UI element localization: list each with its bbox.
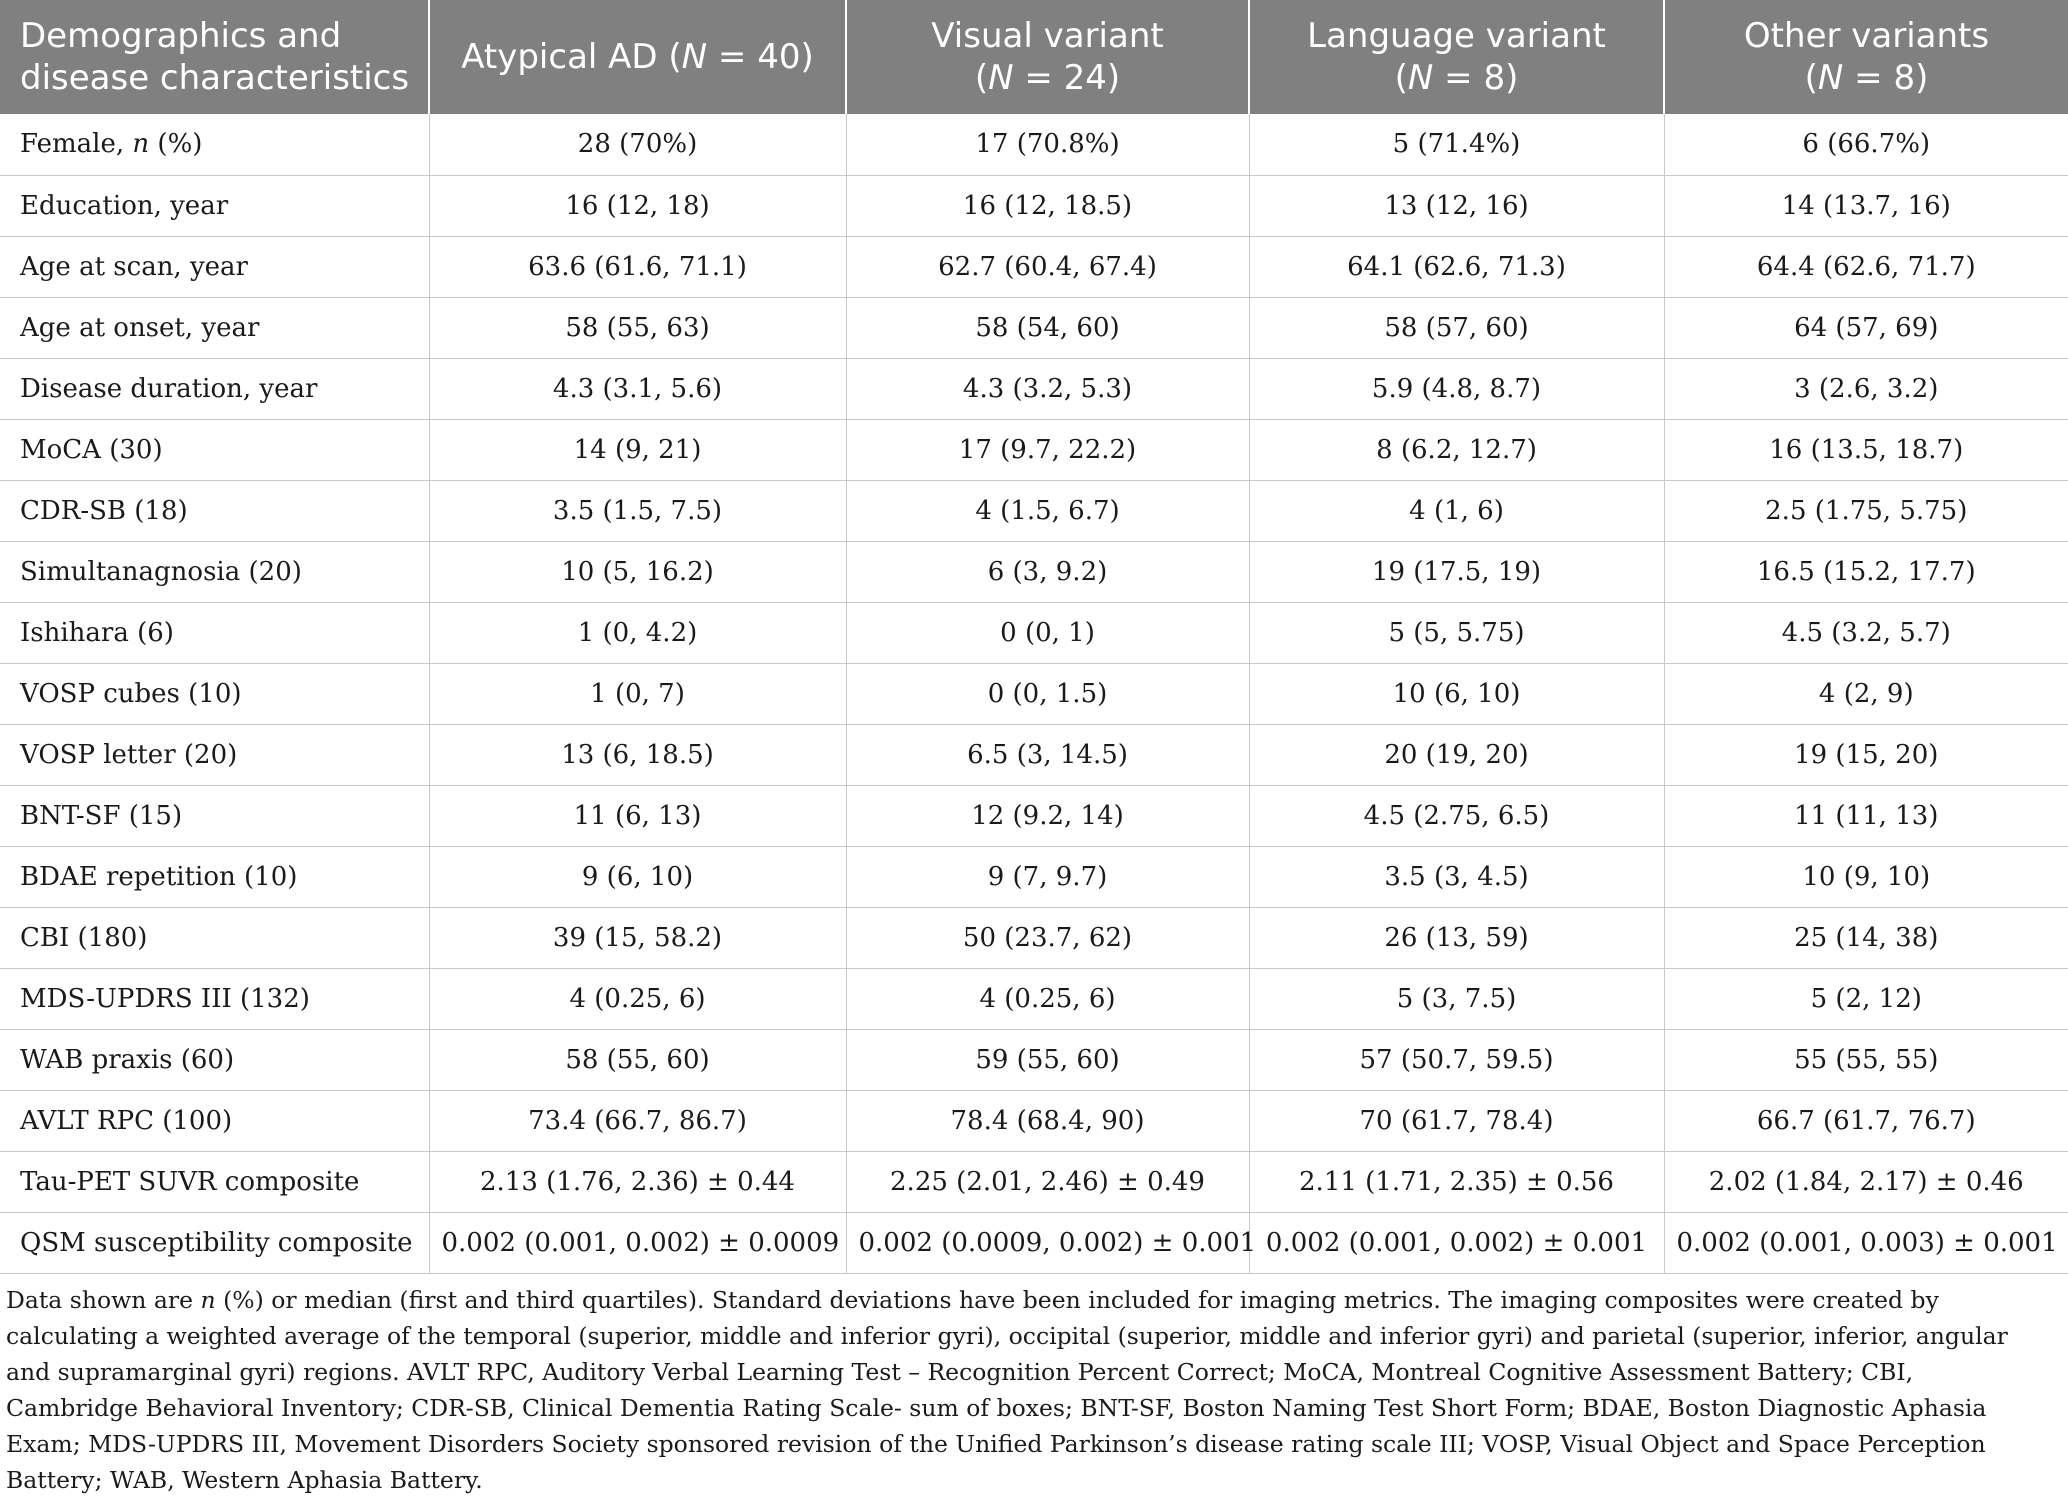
header-main: Visual variant bbox=[931, 16, 1164, 56]
table-row bbox=[0, 297, 2068, 358]
table-row bbox=[0, 541, 2068, 602]
table-cell: 3 (2.6, 3.2) bbox=[1664, 358, 2068, 419]
table-cell: 1 (0, 4.2) bbox=[429, 602, 846, 663]
header-n-prefix: ( bbox=[1804, 58, 1818, 98]
table-cell: 26 (13, 59) bbox=[1249, 907, 1664, 968]
table-cell: 9 (6, 10) bbox=[429, 846, 846, 907]
header-cell-1 bbox=[429, 0, 846, 114]
table-cell: 12 (9.2, 14) bbox=[846, 785, 1249, 846]
table-row bbox=[0, 358, 2068, 419]
table-cell: 3.5 (3, 4.5) bbox=[1249, 846, 1664, 907]
table-cell: 55 (55, 55) bbox=[1664, 1029, 2068, 1090]
table-cell: 63.6 (61.6, 71.1) bbox=[429, 236, 846, 297]
header-n-prefix: ( bbox=[1394, 58, 1408, 98]
table-cell: 0 (0, 1.5) bbox=[846, 663, 1249, 724]
table-cell: 25 (14, 38) bbox=[1664, 907, 2068, 968]
table-cell: 0 (0, 1) bbox=[846, 602, 1249, 663]
header-n-suffix: = 8) bbox=[1433, 58, 1519, 98]
table-cell: 0.002 (0.001, 0.002) ± 0.001 bbox=[1249, 1212, 1664, 1273]
row-label: Age at onset, year bbox=[0, 297, 429, 358]
table-cell: 2.11 (1.71, 2.35) ± 0.56 bbox=[1249, 1151, 1664, 1212]
table-cell: 6.5 (3, 14.5) bbox=[846, 724, 1249, 785]
table-cell: 4 (2, 9) bbox=[1664, 663, 2068, 724]
header-n-suffix: = 40) bbox=[707, 37, 814, 77]
table-cell: 4.5 (3.2, 5.7) bbox=[1664, 602, 2068, 663]
table-cell: 39 (15, 58.2) bbox=[429, 907, 846, 968]
table-footnote bbox=[0, 1274, 2056, 1498]
table-cell: 5 (5, 5.75) bbox=[1249, 602, 1664, 663]
row-label: VOSP cubes (10) bbox=[0, 663, 429, 724]
table-cell: 73.4 (66.7, 86.7) bbox=[429, 1090, 846, 1151]
table-row bbox=[0, 1090, 2068, 1151]
table-cell: 3.5 (1.5, 7.5) bbox=[429, 480, 846, 541]
table-row bbox=[0, 1212, 2068, 1273]
header-cell-3 bbox=[1249, 0, 1664, 114]
table-cell: 5 (2, 12) bbox=[1664, 968, 2068, 1029]
table-cell: 10 (9, 10) bbox=[1664, 846, 2068, 907]
header-row bbox=[0, 0, 2068, 114]
table-cell: 11 (11, 13) bbox=[1664, 785, 2068, 846]
header-n-suffix: = 24) bbox=[1013, 58, 1121, 98]
table-row bbox=[0, 236, 2068, 297]
table-row bbox=[0, 846, 2068, 907]
table-cell: 5.9 (4.8, 8.7) bbox=[1249, 358, 1664, 419]
table-cell: 11 (6, 13) bbox=[429, 785, 846, 846]
row-label: BDAE repetition (10) bbox=[0, 846, 429, 907]
footnote-pre: Data shown are bbox=[6, 1285, 201, 1314]
table-cell: 58 (54, 60) bbox=[846, 297, 1249, 358]
table-cell: 28 (70%) bbox=[429, 114, 846, 175]
table-cell: 20 (19, 20) bbox=[1249, 724, 1664, 785]
table-cell: 64.1 (62.6, 71.3) bbox=[1249, 236, 1664, 297]
table-cell: 14 (13.7, 16) bbox=[1664, 175, 2068, 236]
header-n-letter: N bbox=[1817, 58, 1844, 98]
header-n-suffix: = 8) bbox=[1843, 58, 1929, 98]
row-label: MoCA (30) bbox=[0, 419, 429, 480]
table-cell: 6 (3, 9.2) bbox=[846, 541, 1249, 602]
table-cell: 4 (1, 6) bbox=[1249, 480, 1664, 541]
table-cell: 5 (3, 7.5) bbox=[1249, 968, 1664, 1029]
table-cell: 58 (55, 63) bbox=[429, 297, 846, 358]
header-cell-0 bbox=[0, 0, 429, 114]
table-cell: 4.3 (3.2, 5.3) bbox=[846, 358, 1249, 419]
row-label: Female, n (%) bbox=[0, 114, 429, 175]
row-label: BNT-SF (15) bbox=[0, 785, 429, 846]
header-n-letter: N bbox=[1407, 58, 1434, 98]
table-row bbox=[0, 175, 2068, 236]
footnote-n: n bbox=[200, 1285, 216, 1314]
table-cell: 8 (6.2, 12.7) bbox=[1249, 419, 1664, 480]
table-cell: 13 (6, 18.5) bbox=[429, 724, 846, 785]
header-main: Demographics and disease characteristics bbox=[20, 16, 410, 98]
table-cell: 4 (0.25, 6) bbox=[846, 968, 1249, 1029]
table-cell: 62.7 (60.4, 67.4) bbox=[846, 236, 1249, 297]
table-cell: 59 (55, 60) bbox=[846, 1029, 1249, 1090]
table-body bbox=[0, 114, 2068, 1273]
table-row bbox=[0, 724, 2068, 785]
table-row bbox=[0, 663, 2068, 724]
table-cell: 13 (12, 16) bbox=[1249, 175, 1664, 236]
table-cell: 2.5 (1.75, 5.75) bbox=[1664, 480, 2068, 541]
header-n-letter: N bbox=[681, 37, 708, 77]
table-cell: 0.002 (0.001, 0.002) ± 0.0009 bbox=[429, 1212, 846, 1273]
row-label: MDS-UPDRS III (132) bbox=[0, 968, 429, 1029]
row-label: Simultanagnosia (20) bbox=[0, 541, 429, 602]
table-cell: 2.25 (2.01, 2.46) ± 0.49 bbox=[846, 1151, 1249, 1212]
table-cell: 4.3 (3.1, 5.6) bbox=[429, 358, 846, 419]
table-row bbox=[0, 480, 2068, 541]
table-row bbox=[0, 968, 2068, 1029]
table-row bbox=[0, 1029, 2068, 1090]
table-cell: 16 (12, 18.5) bbox=[846, 175, 1249, 236]
row-label: VOSP letter (20) bbox=[0, 724, 429, 785]
table-cell: 9 (7, 9.7) bbox=[846, 846, 1249, 907]
table-cell: 64.4 (62.6, 71.7) bbox=[1664, 236, 2068, 297]
row-label: Education, year bbox=[0, 175, 429, 236]
table-cell: 16 (13.5, 18.7) bbox=[1664, 419, 2068, 480]
table-cell: 58 (55, 60) bbox=[429, 1029, 846, 1090]
table-cell: 17 (70.8%) bbox=[846, 114, 1249, 175]
table-cell: 10 (6, 10) bbox=[1249, 663, 1664, 724]
row-label: WAB praxis (60) bbox=[0, 1029, 429, 1090]
table-row bbox=[0, 1151, 2068, 1212]
row-label: QSM susceptibility composite bbox=[0, 1212, 429, 1273]
table-cell: 4 (0.25, 6) bbox=[429, 968, 846, 1029]
table-cell: 16.5 (15.2, 17.7) bbox=[1664, 541, 2068, 602]
table-row bbox=[0, 602, 2068, 663]
table-cell: 6 (66.7%) bbox=[1664, 114, 2068, 175]
row-label: Ishihara (6) bbox=[0, 602, 429, 663]
row-label: CBI (180) bbox=[0, 907, 429, 968]
footnote-post: (%) or median (first and third quartiles). Standard deviations have been included for imaging metrics. The imaging composites were created by calculating a weighted average of the temporal (superior, middle and inferior gyri), occipital (superior, middle and inferior gyri) and parietal (superior, inferior, angular and supramarginal gyri) regions. AVLT RPC, Auditory Verbal Learning Test – Recognition Percent Correct; MoCA, Montreal Cognitive Assessment Battery; CBI, Cambridge Behavioral Inventory; CDR-SB, Clinical Dementia Rating Scale- sum of boxes; BNT-SF, Boston Naming Test Short Form; BDAE, Boston Diagnostic Aphasia Exam; MDS-UPDRS III, Movement Disorders Society sponsored revision of the Unified Parkinson’s disease rating scale III; VOSP, Visual Object and Space Perception Battery; WAB, Western Aphasia Battery. bbox=[6, 1285, 2008, 1494]
table-cell: 4.5 (2.75, 6.5) bbox=[1249, 785, 1664, 846]
table-cell: 17 (9.7, 22.2) bbox=[846, 419, 1249, 480]
table-cell: 16 (12, 18) bbox=[429, 175, 846, 236]
table-cell: 0.002 (0.0009, 0.002) ± 0.001 bbox=[846, 1212, 1249, 1273]
row-label: CDR-SB (18) bbox=[0, 480, 429, 541]
row-label: Disease duration, year bbox=[0, 358, 429, 419]
table-cell: 5 (71.4%) bbox=[1249, 114, 1664, 175]
table-row bbox=[0, 785, 2068, 846]
table-cell: 78.4 (68.4, 90) bbox=[846, 1090, 1249, 1151]
header-main: Other variants bbox=[1743, 16, 1990, 56]
table-cell: 19 (15, 20) bbox=[1664, 724, 2068, 785]
table-cell: 66.7 (61.7, 76.7) bbox=[1664, 1090, 2068, 1151]
row-label: AVLT RPC (100) bbox=[0, 1090, 429, 1151]
header-n-letter: N bbox=[988, 58, 1014, 98]
table-cell: 14 (9, 21) bbox=[429, 419, 846, 480]
header-n-prefix: ( bbox=[974, 58, 989, 98]
table-cell: 2.02 (1.84, 2.17) ± 0.46 bbox=[1664, 1151, 2068, 1212]
table-cell: 70 (61.7, 78.4) bbox=[1249, 1090, 1664, 1151]
table-row bbox=[0, 907, 2068, 968]
table-cell: 1 (0, 7) bbox=[429, 663, 846, 724]
header-cell-2 bbox=[846, 0, 1249, 114]
row-label: Tau-PET SUVR composite bbox=[0, 1151, 429, 1212]
table-cell: 0.002 (0.001, 0.003) ± 0.001 bbox=[1664, 1212, 2068, 1273]
table-cell: 2.13 (1.76, 2.36) ± 0.44 bbox=[429, 1151, 846, 1212]
row-label: Age at scan, year bbox=[0, 236, 429, 297]
header-main: Atypical AD ( bbox=[461, 37, 682, 77]
table-row bbox=[0, 419, 2068, 480]
table-cell: 10 (5, 16.2) bbox=[429, 541, 846, 602]
table-cell: 58 (57, 60) bbox=[1249, 297, 1664, 358]
table-row bbox=[0, 114, 2068, 175]
header-main: Language variant bbox=[1307, 16, 1606, 56]
table-cell: 64 (57, 69) bbox=[1664, 297, 2068, 358]
table-cell: 57 (50.7, 59.5) bbox=[1249, 1029, 1664, 1090]
table-cell: 50 (23.7, 62) bbox=[846, 907, 1249, 968]
table-header bbox=[0, 0, 2068, 114]
header-cell-4 bbox=[1664, 0, 2068, 114]
table-cell: 19 (17.5, 19) bbox=[1249, 541, 1664, 602]
table-cell: 4 (1.5, 6.7) bbox=[846, 480, 1249, 541]
